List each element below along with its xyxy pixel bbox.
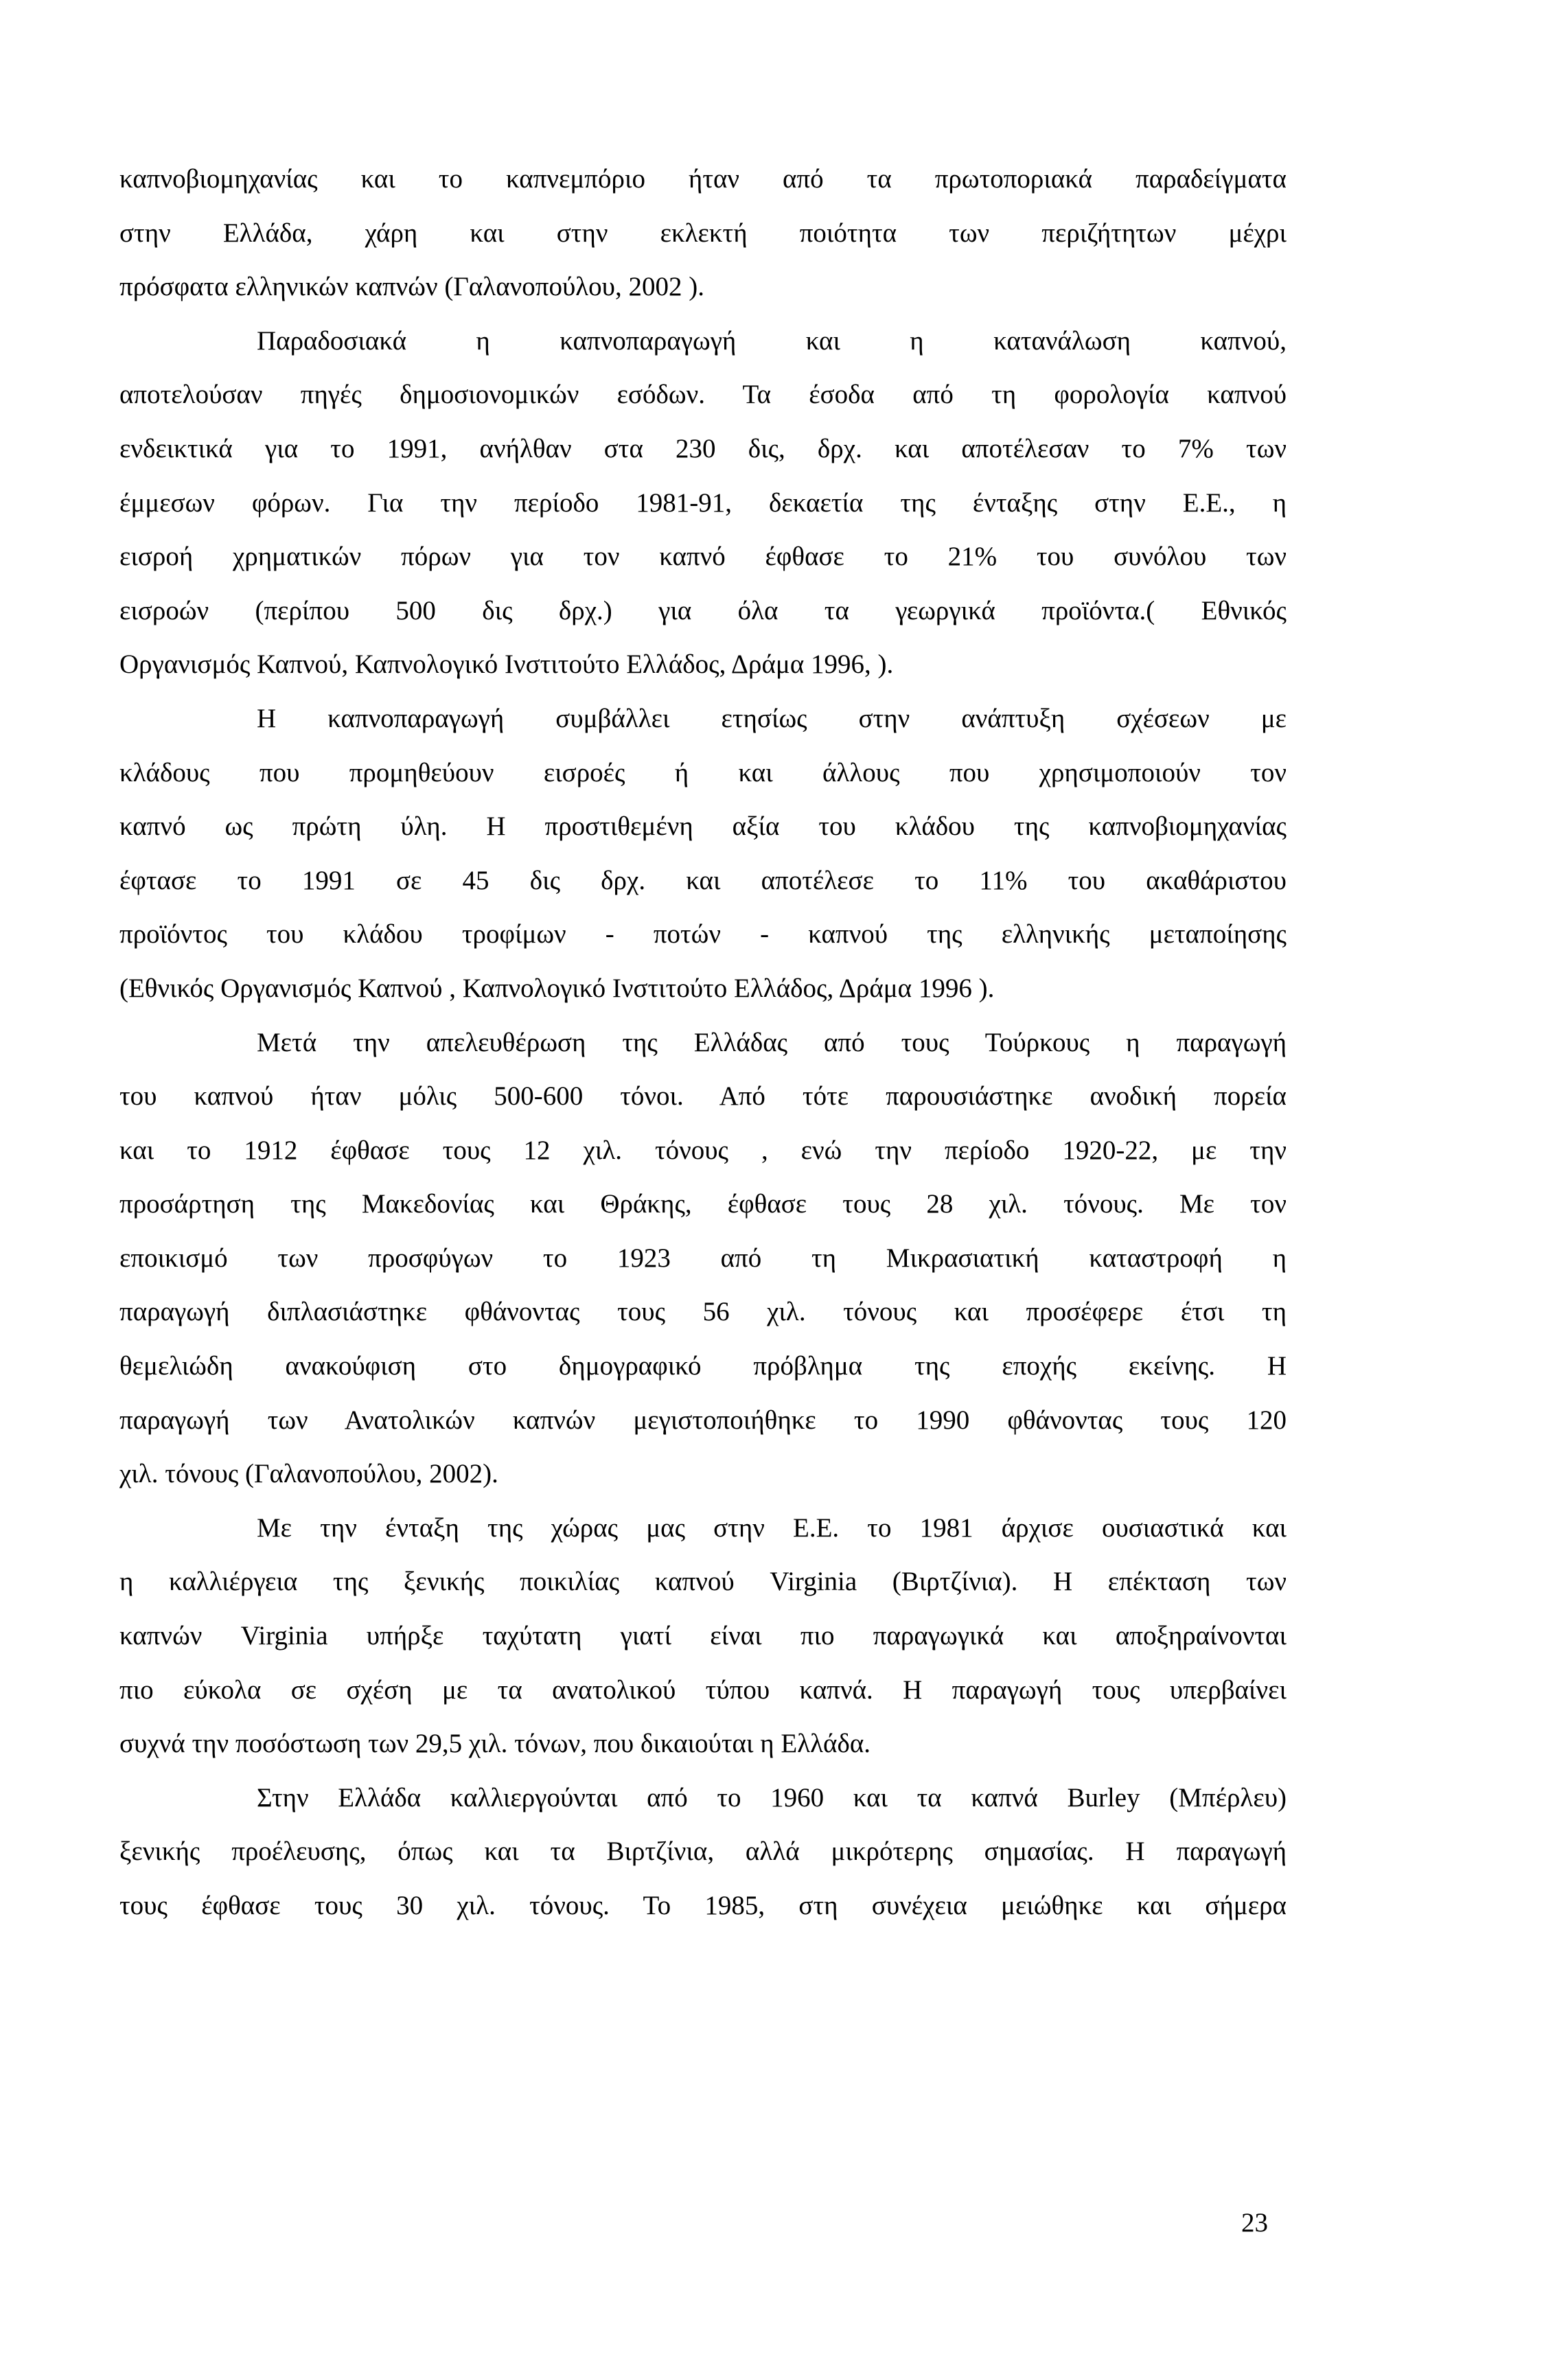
page-number: 23 xyxy=(1241,2208,1268,2237)
text-line: (Εθνικός Οργανισμός Καπνού , Καπνολογικό Ινστιτούτο Ελλάδος, Δράμα 1996 ). xyxy=(119,973,995,1003)
text-line: συχνά την ποσόστωση των 29,5 χιλ. τόνων, που δικαιούται η Ελλάδα. xyxy=(119,1729,871,1759)
text-line: πρόσφατα ελληνικών καπνών (Γαλανοπούλου, 2002 ). xyxy=(119,272,704,302)
text-line: πιο εύκολα σε σχέση με τα ανατολικού τύπου καπνά. Η παραγωγή τους υπερβαίνει xyxy=(119,1675,1287,1705)
text-line: στην Ελλάδα, χάρη και στην εκλεκτή ποιότητα των περιζήτητων μέχρι xyxy=(119,218,1287,248)
paragraph-6 xyxy=(119,1771,1287,1933)
text-line: παραγωγή διπλασιάστηκε φθάνοντας τους 56 χιλ. τόνους και προσέφερε έτσι τη xyxy=(119,1297,1287,1327)
text-line: χιλ. τόνους (Γαλανοπούλου, 2002). xyxy=(119,1459,498,1489)
text-line: καπνών Virginia υπήρξε ταχύτατη γιατί είναι πιο παραγωγικά και αποξηραίνονται xyxy=(119,1621,1287,1651)
text-line: Οργανισμός Καπνού, Καπνολογικό Ινστιτούτο Ελλάδος, Δράμα 1996, ). xyxy=(119,649,894,680)
text-line: παραγωγή των Ανατολικών καπνών μεγιστοποιήθηκε το 1990 φθάνοντας τους 120 xyxy=(119,1405,1287,1435)
text-line: εποικισμό των προσφύγων το 1923 από τη Μικρασιατική καταστροφή η xyxy=(119,1243,1287,1273)
text-line: καπνοβιομηχανίας και το καπνεμπόριο ήταν από τα πρωτοποριακά παραδείγματα xyxy=(119,164,1287,194)
paragraph-3 xyxy=(119,692,1287,1016)
text-line: προσάρτηση της Μακεδονίας και Θράκης, έφθασε τους 28 χιλ. τόνους. Με τον xyxy=(119,1189,1287,1219)
text-line: η καλλιέργεια της ξενικής ποικιλίας καπνού Virginia (Βιρτζίνια). Η επέκταση των xyxy=(119,1567,1287,1597)
text-line: έμμεσων φόρων. Για την περίοδο 1981-91, δεκαετία της ένταξης στην Ε.Ε., η xyxy=(119,487,1287,518)
text-line: έφτασε το 1991 σε 45 δις δρχ. και αποτέλεσε το 11% του ακαθάριστου xyxy=(119,865,1287,895)
text-line: εισροή χρηματικών πόρων για τον καπνό έφθασε το 21% του συνόλου των xyxy=(119,542,1287,572)
paragraph-4 xyxy=(119,1016,1287,1501)
text-line: Στην Ελλάδα καλλιεργούνται από το 1960 και τα καπνά Burley (Μπέρλευ) xyxy=(257,1782,1287,1813)
paragraph-2 xyxy=(119,314,1287,692)
text-line: Με την ένταξη της χώρας μας στην Ε.Ε. το 1981 άρχισε ουσιαστικά και xyxy=(257,1512,1287,1543)
text-line: ενδεικτικά για το 1991, ανήλθαν στα 230 δις, δρχ. και αποτέλεσαν το 7% των xyxy=(119,433,1287,463)
text-line: Παραδοσιακά η καπνοπαραγωγή και η κατανάλωση καπνού, xyxy=(257,325,1287,356)
text-line: και το 1912 έφθασε τους 12 χιλ. τόνους , ενώ την περίοδο 1920-22, με την xyxy=(119,1135,1287,1165)
body-text xyxy=(119,152,1287,1933)
text-line: αποτελούσαν πηγές δημοσιονομικών εσόδων. Τα έσοδα από τη φορολογία καπνού xyxy=(119,380,1287,410)
text-line: Η καπνοπαραγωγή συμβάλλει ετησίως στην ανάπτυξη σχέσεων με xyxy=(257,703,1287,733)
text-line: τους έφθασε τους 30 χιλ. τόνους. Το 1985, στη συνέχεια μειώθηκε και σήμερα xyxy=(119,1891,1287,1920)
text-line: προϊόντος του κλάδου τροφίμων - ποτών - καπνού της ελληνικής μεταποίησης xyxy=(119,919,1287,950)
text-line: Μετά την απελευθέρωση της Ελλάδας από τους Τούρκους η παραγωγή xyxy=(257,1027,1287,1057)
text-line: εισροών (περίπου 500 δις δρχ.) για όλα τα γεωργικά προϊόντα.( Εθνικός xyxy=(119,595,1287,625)
text-line: ξενικής προέλευσης, όπως και τα Βιρτζίνια, αλλά μικρότερης σημασίας. Η παραγωγή xyxy=(119,1837,1287,1867)
text-line: καπνό ως πρώτη ύλη. Η προστιθεμένη αξία του κλάδου της καπνοβιομηχανίας xyxy=(119,812,1287,842)
paragraph-5 xyxy=(119,1501,1287,1771)
text-line: θεμελιώδη ανακούφιση στο δημογραφικό πρόβλημα της εποχής εκείνης. Η xyxy=(119,1351,1287,1381)
paragraph-1 xyxy=(119,152,1287,314)
text-line: του καπνού ήταν μόλις 500-600 τόνοι. Από τότε παρουσιάστηκε ανοδική πορεία xyxy=(119,1081,1287,1112)
text-line: κλάδους που προμηθεύουν εισροές ή και άλλους που χρησιμοποιούν τον xyxy=(119,757,1287,787)
